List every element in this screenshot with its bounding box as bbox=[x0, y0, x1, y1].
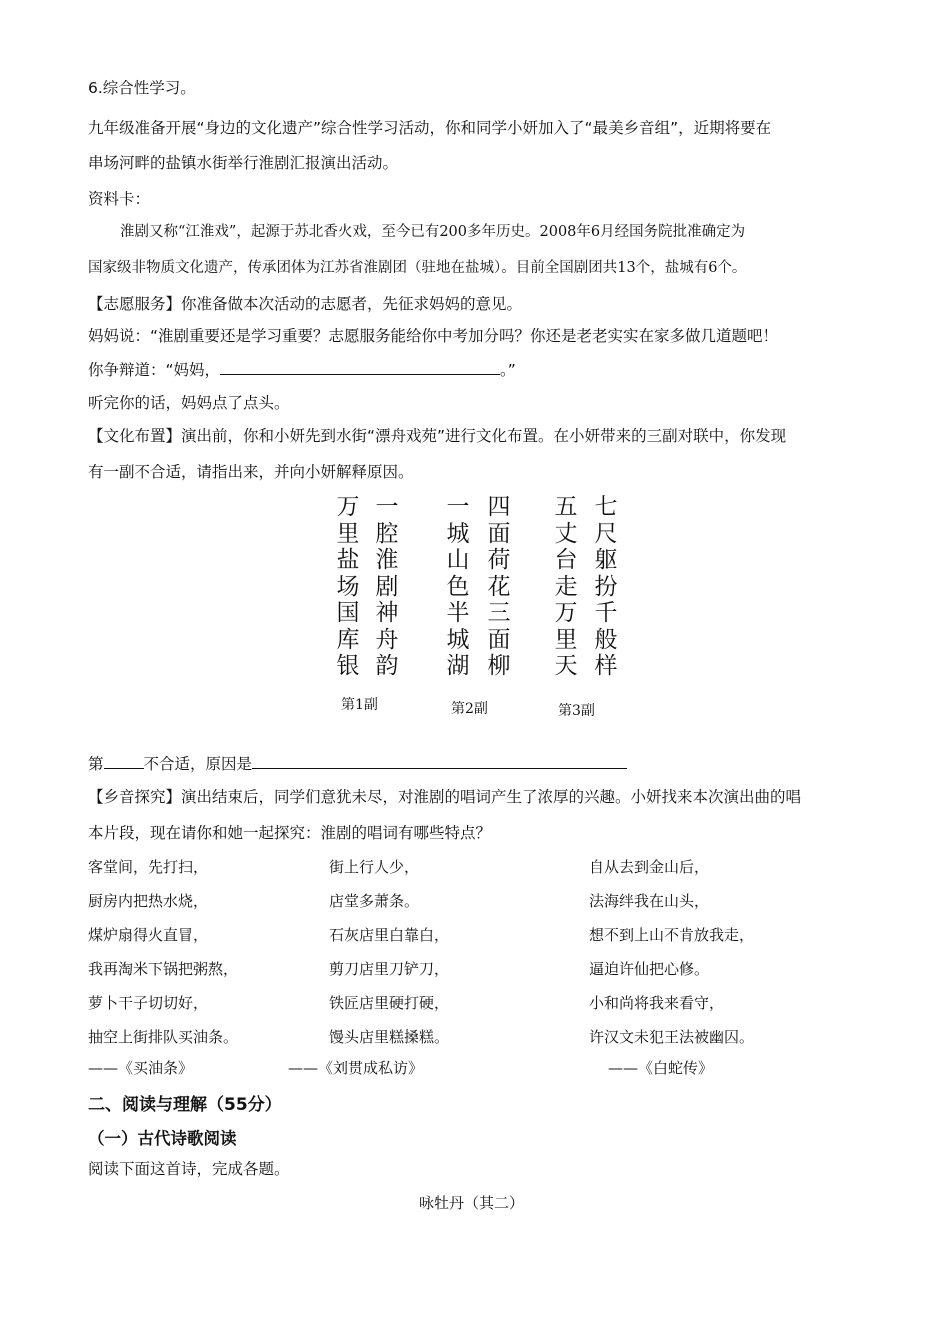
lyric-line: 石灰店里白靠白， bbox=[329, 926, 450, 944]
lyric-line: 法海绊我在山头， bbox=[589, 892, 710, 910]
section-heading: 二、阅读与理解（55分） bbox=[88, 1095, 282, 1115]
answer-line bbox=[88, 752, 627, 774]
volunteer-line: 【志愿服务】你准备做本次活动的志愿者，先征求妈妈的意见。 bbox=[88, 295, 523, 313]
couplet-2-right: 四面荷花三面柳 bbox=[487, 494, 511, 679]
argue-prefix: 你争辩道：“妈妈， bbox=[88, 361, 221, 379]
lyric-line: 馒头店里糕搡糕。 bbox=[329, 1028, 450, 1046]
lyric-line: 小和尚将我来看守， bbox=[589, 994, 725, 1012]
couplet-3-caption: 第3副 bbox=[558, 703, 595, 719]
lyric-line: 铁匠店里硬打硬， bbox=[329, 994, 450, 1012]
lyric-source: ——《刘贯成私访》 bbox=[288, 1059, 424, 1077]
card-line-1: 淮剧又称“江淮戏”，起源于苏北香火戏，至今已有200多年历史。2008年6月经国务院批准确定为 bbox=[120, 224, 746, 240]
argue-line bbox=[88, 358, 516, 380]
sub-heading: （一）古代诗歌阅读 bbox=[88, 1129, 237, 1148]
culture-line-1: 【文化布置】演出前，你和小妍先到水街“漂舟戏苑”进行文化布置。在小妍带来的三副对联中，你发现 bbox=[88, 427, 787, 445]
couplet-1-left: 万里盐场国库银 bbox=[336, 494, 360, 679]
lyric-line: 我再淘米下锅把粥熬， bbox=[88, 960, 239, 978]
couplet-1-caption: 第1副 bbox=[341, 697, 378, 713]
lyric-line: 许汉文未犯王法被幽囚。 bbox=[589, 1028, 755, 1046]
lyric-line: 抽空上街排队买油条。 bbox=[88, 1028, 239, 1046]
argue-answer-blank[interactable] bbox=[220, 358, 500, 375]
nod-line: 听完你的话，妈妈点了点头。 bbox=[88, 394, 290, 412]
lyric-line: 店堂多萧条。 bbox=[329, 892, 420, 910]
poem-title: 咏牡丹（其二） bbox=[419, 1194, 525, 1212]
lyric-line: 自从去到金山后， bbox=[589, 858, 710, 876]
lyric-line: 街上行人少， bbox=[329, 858, 420, 876]
question-title: 6.综合性学习。 bbox=[88, 79, 196, 97]
lyric-line: 厨房内把热水烧， bbox=[88, 892, 209, 910]
intro-line-1: 九年级准备开展“身边的文化遗产”综合性学习活动，你和同学小妍加入了“最美乡音组”，近期将要在 bbox=[88, 119, 772, 137]
lyric-line: 想不到上山不肯放我走， bbox=[589, 926, 755, 944]
couplet-1-right: 一腔淮剧神舟韵 bbox=[375, 494, 399, 679]
answer-prefix: 第 bbox=[88, 755, 104, 773]
lyric-line: 逼迫许仙把心修。 bbox=[589, 960, 710, 978]
couplet-2-caption: 第2副 bbox=[451, 701, 488, 717]
reason-blank[interactable] bbox=[252, 752, 627, 769]
answer-middle: 不合适，原因是 bbox=[143, 755, 253, 773]
lyric-line: 煤炉扇得火直冒， bbox=[88, 926, 209, 944]
instruction: 阅读下面这首诗，完成各题。 bbox=[88, 1160, 290, 1178]
explore-line-2: 本片段，现在请你和她一起探究：淮剧的唱词有哪些特点？ bbox=[88, 824, 492, 842]
culture-line-2: 有一副不合适，请指出来，并向小妍解释原因。 bbox=[88, 463, 414, 481]
card-label: 资料卡： bbox=[88, 190, 151, 208]
lyric-source: ——《白蛇传》 bbox=[608, 1059, 714, 1077]
couplet-number-blank[interactable] bbox=[104, 752, 144, 769]
explore-line-1: 【乡音探究】演出结束后，同学们意犹未尽，对淮剧的唱词产生了浓厚的兴趣。小妍找来本次演出曲的唱 bbox=[88, 788, 802, 806]
lyric-line: 萝卜干子切切好， bbox=[88, 994, 209, 1012]
couplet-2-left: 一城山色半城湖 bbox=[446, 494, 470, 679]
couplet-3-left: 五丈台走万里天 bbox=[554, 494, 578, 679]
lyric-line: 客堂间，先打扫， bbox=[88, 858, 209, 876]
intro-line-2: 串场河畔的盐镇水街举行淮剧汇报演出活动。 bbox=[88, 154, 399, 172]
mom-line: 妈妈说：“淮剧重要还是学习重要？志愿服务能给你中考加分吗？你还是老老实实在家多做几道题吧！ bbox=[88, 327, 779, 345]
lyric-source: ——《买油条》 bbox=[88, 1059, 194, 1077]
couplet-3-right: 七尺躯扮千般样 bbox=[594, 494, 618, 679]
card-line-2: 国家级非物质文化遗产，传承团体为江苏省淮剧团（驻地在盐城）。目前全国剧团共13个，盐城有6个。 bbox=[88, 260, 747, 276]
argue-suffix: 。” bbox=[500, 361, 516, 379]
lyric-line: 剪刀店里刀铲刀， bbox=[329, 960, 450, 978]
